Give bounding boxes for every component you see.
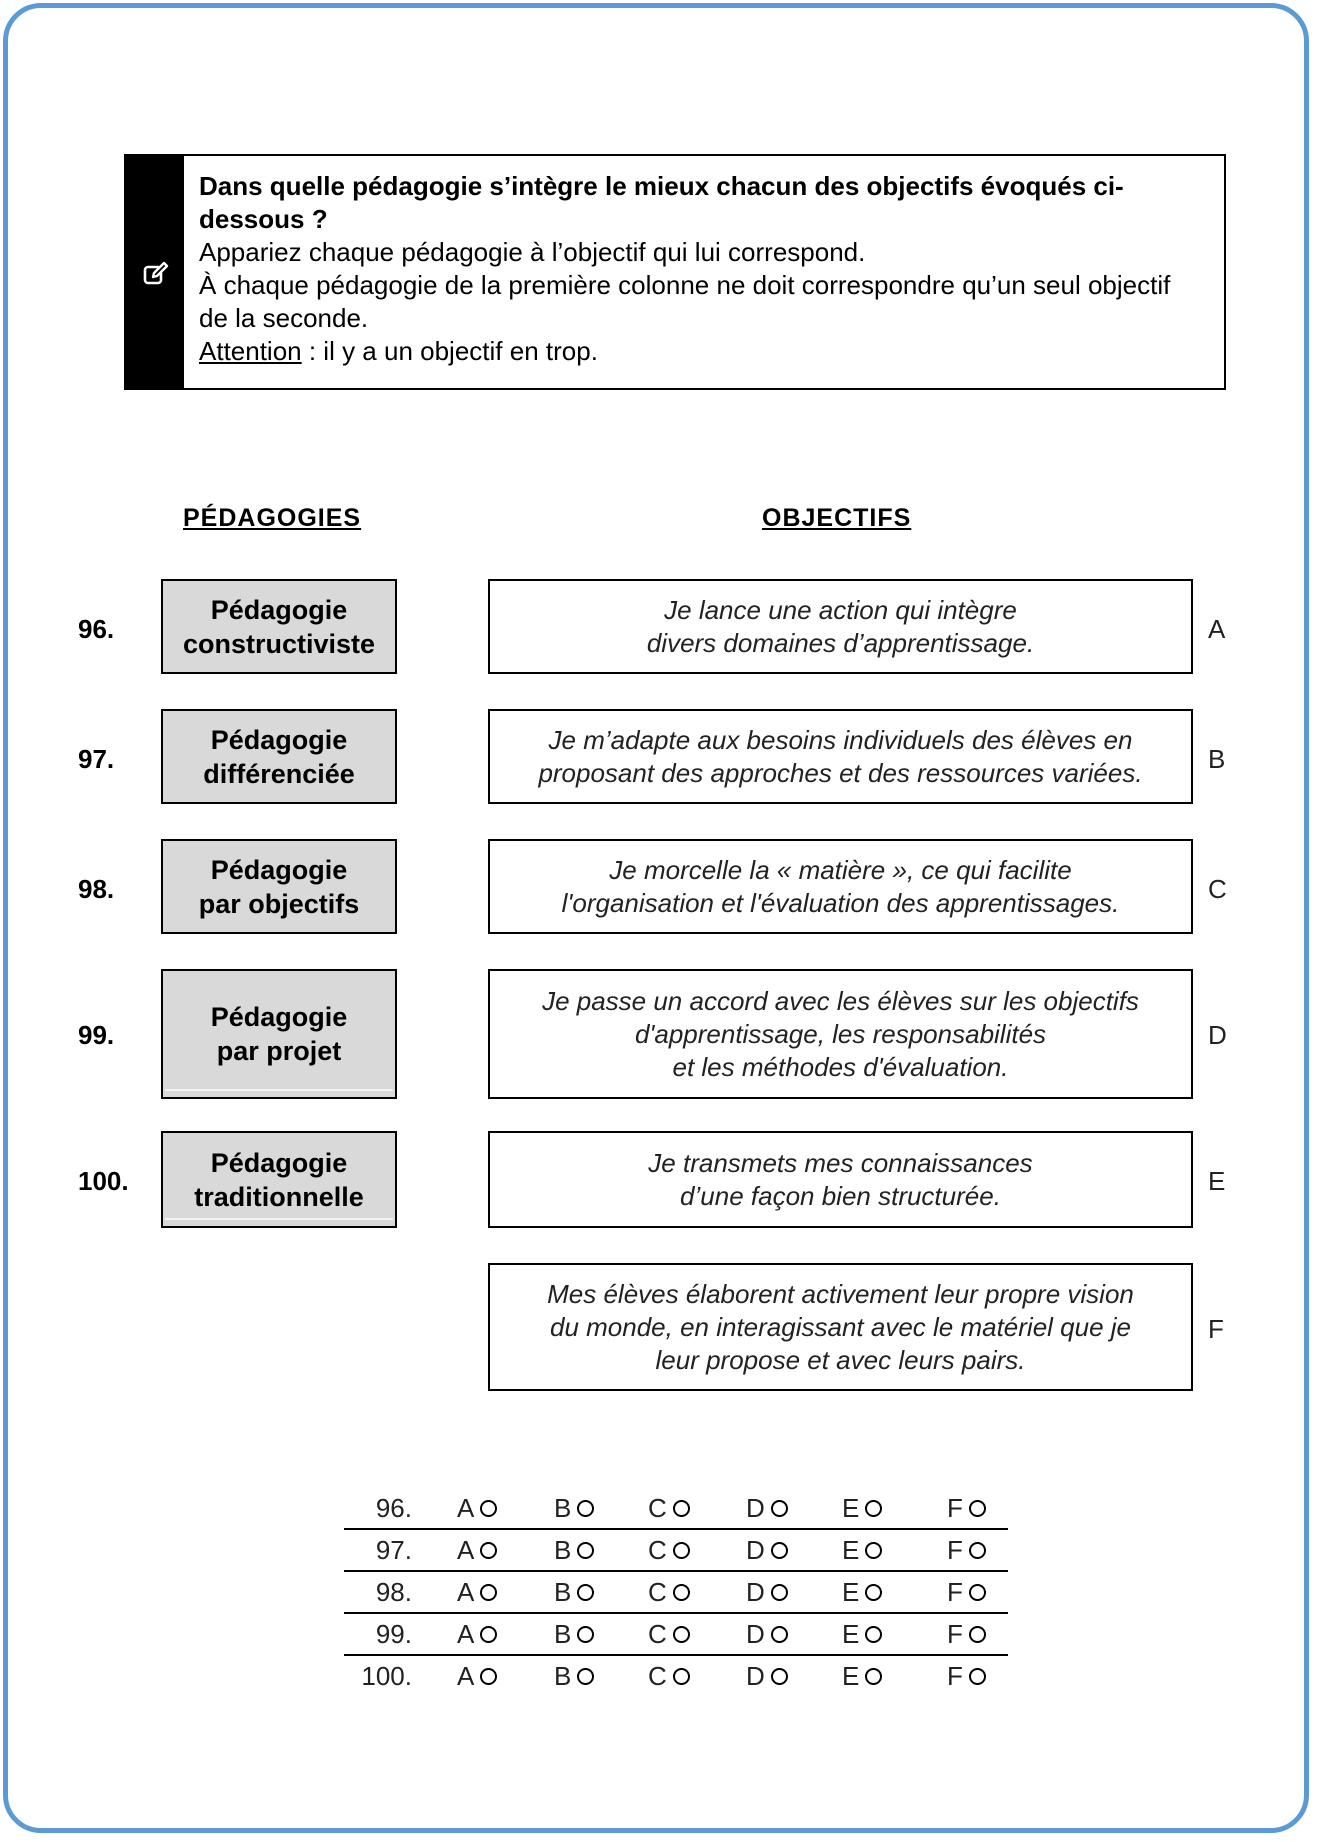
answer-option[interactable]	[648, 1619, 690, 1650]
radio-circle-icon[interactable]	[771, 1542, 788, 1559]
radio-circle-icon[interactable]	[865, 1668, 882, 1685]
answer-option-label: D	[746, 1661, 765, 1691]
radio-circle-icon[interactable]	[480, 1668, 497, 1685]
edit-icon	[142, 260, 170, 288]
pedagogy-label-line2: par projet	[216, 1036, 342, 1066]
answer-option-label: A	[457, 1661, 475, 1691]
answer-option[interactable]	[746, 1619, 788, 1650]
radio-circle-icon[interactable]	[673, 1668, 690, 1685]
objective-text-line: d'apprentissage, les responsabilités	[634, 1018, 1047, 1049]
objective-text-line: Je transmets mes connaissances	[648, 1147, 1033, 1178]
instruction-title: Dans quelle pédagogie s’intègre le mieux chacun des objectifs évoqués ci-dessous ?	[199, 171, 1124, 234]
objective-text-line: Je lance une action qui intègre	[664, 594, 1017, 625]
pedagogy-box	[161, 839, 397, 934]
radio-circle-icon[interactable]	[480, 1500, 497, 1517]
question-number: 98.	[78, 874, 115, 904]
objective-text-line: l'organisation et l'évaluation des apprentissages.	[561, 887, 1120, 918]
radio-circle-icon[interactable]	[673, 1542, 690, 1559]
objective-text-line: Je morcelle la « matière », ce qui facilite	[609, 854, 1072, 885]
answer-option-label: B	[554, 1661, 572, 1691]
answer-option-label: C	[648, 1577, 667, 1607]
answer-option[interactable]	[457, 1661, 497, 1692]
answer-option-label: E	[842, 1535, 860, 1565]
objective-letter: C	[1208, 874, 1227, 904]
objective-text-line: du monde, en interagissant avec le matériel que je	[549, 1311, 1131, 1342]
objective-text-line: divers domaines d’apprentissage.	[646, 627, 1035, 658]
objective-box	[488, 709, 1193, 804]
answer-option[interactable]	[842, 1661, 882, 1692]
answer-row-number: 98.	[375, 1577, 412, 1607]
radio-circle-icon[interactable]	[673, 1500, 690, 1517]
objective-text-line: d’une façon bien structurée.	[680, 1180, 1001, 1211]
pedagogy-box	[161, 709, 397, 804]
answer-option-label: B	[554, 1619, 572, 1649]
pedagogy-box	[161, 969, 397, 1099]
radio-circle-icon[interactable]	[865, 1542, 882, 1559]
answer-option-label: A	[457, 1535, 475, 1565]
answer-option-label: F	[947, 1577, 963, 1607]
answer-option[interactable]	[842, 1535, 882, 1566]
objective-box	[488, 579, 1193, 674]
answer-option[interactable]	[842, 1577, 882, 1608]
answer-option-label: B	[554, 1535, 572, 1565]
pedagogy-label-line1: Pédagogie	[210, 594, 348, 625]
answer-option-label: E	[842, 1619, 860, 1649]
objectifs-header: OBJECTIFS	[762, 504, 912, 532]
instruction-box	[124, 154, 1226, 390]
answer-option[interactable]	[457, 1577, 497, 1608]
objective-text-line: Mes élèves élaborent activement leur propre vision	[547, 1278, 1134, 1309]
attention-text: : il y a un objectif en trop.	[301, 336, 598, 366]
objective-letter: E	[1208, 1166, 1226, 1196]
answer-option[interactable]	[947, 1619, 986, 1650]
question-number: 97.	[78, 744, 115, 774]
question-number: 100.	[78, 1166, 129, 1196]
objective-text-line: leur propose et avec leurs pairs.	[655, 1344, 1026, 1375]
instruction-text	[199, 170, 1204, 368]
box-highlight	[165, 1218, 393, 1220]
question-number: 99.	[78, 1020, 115, 1050]
radio-circle-icon[interactable]	[480, 1542, 497, 1559]
answer-option[interactable]	[746, 1577, 788, 1608]
answer-option-label: F	[947, 1493, 963, 1523]
radio-circle-icon[interactable]	[969, 1500, 986, 1517]
radio-circle-icon[interactable]	[865, 1584, 882, 1601]
answer-option[interactable]	[554, 1619, 594, 1650]
answer-option-label: C	[648, 1661, 667, 1691]
question-number: 96.	[78, 614, 115, 644]
answer-option[interactable]	[648, 1577, 690, 1608]
answer-option[interactable]	[554, 1577, 594, 1608]
objective-letter: F	[1208, 1314, 1224, 1344]
answer-row	[344, 1572, 1008, 1614]
answer-option[interactable]	[648, 1493, 690, 1524]
answer-option[interactable]	[842, 1493, 882, 1524]
pedagogy-label-line2: constructiviste	[182, 628, 376, 659]
objective-text-line: Je passe un accord avec les élèves sur les objectifs	[542, 985, 1139, 1016]
objective-box	[488, 839, 1193, 934]
answer-option-label: D	[746, 1619, 765, 1649]
radio-circle-icon[interactable]	[480, 1626, 497, 1643]
answer-option[interactable]	[947, 1535, 986, 1566]
answer-option-label: F	[947, 1535, 963, 1565]
pedagogies-header: PÉDAGOGIES	[183, 504, 362, 532]
box-highlight	[165, 1089, 393, 1091]
radio-circle-icon[interactable]	[771, 1668, 788, 1685]
answer-row-number: 97.	[375, 1535, 412, 1565]
answer-row	[344, 1530, 1008, 1572]
radio-circle-icon[interactable]	[577, 1500, 594, 1517]
instruction-line-1: Appariez chaque pédagogie à l’objectif qui lui correspond.	[199, 237, 866, 267]
instruction-attention	[199, 335, 1204, 368]
radio-circle-icon[interactable]	[577, 1626, 594, 1643]
pedagogy-box	[161, 579, 397, 674]
radio-circle-icon[interactable]	[480, 1584, 497, 1601]
answer-row-number: 99.	[375, 1619, 412, 1649]
instruction-sidebar	[126, 156, 184, 388]
objective-box	[488, 1263, 1193, 1391]
answer-option[interactable]	[746, 1493, 788, 1524]
answer-option[interactable]	[947, 1661, 986, 1692]
answer-option-label: A	[457, 1577, 475, 1607]
answer-option-label: C	[648, 1619, 667, 1649]
instruction-line-2: À chaque pédagogie de la première colonne ne doit correspondre qu’un seul objectif de la seconde.	[199, 270, 1171, 333]
objective-letter: D	[1208, 1020, 1227, 1050]
radio-circle-icon[interactable]	[577, 1584, 594, 1601]
objective-letter: A	[1208, 614, 1226, 644]
pedagogy-label-line1: Pédagogie	[210, 1147, 348, 1178]
answer-row	[344, 1614, 1008, 1656]
radio-circle-icon[interactable]	[969, 1626, 986, 1643]
answer-option[interactable]	[554, 1535, 594, 1566]
answer-row	[344, 1656, 1008, 1696]
answer-option[interactable]	[746, 1661, 788, 1692]
pedagogy-label-line1: Pédagogie	[210, 854, 348, 885]
answer-option[interactable]	[842, 1619, 882, 1650]
answer-option[interactable]	[457, 1493, 497, 1524]
answer-row-number: 96.	[375, 1493, 412, 1523]
pedagogy-label-line2: différenciée	[203, 758, 355, 789]
radio-circle-icon[interactable]	[577, 1668, 594, 1685]
answer-option[interactable]	[457, 1619, 497, 1650]
answer-option[interactable]	[554, 1493, 594, 1524]
answer-option-label: C	[648, 1535, 667, 1565]
pedagogy-label-line2: traditionnelle	[194, 1181, 364, 1212]
radio-circle-icon[interactable]	[865, 1626, 882, 1643]
answer-option-label: B	[554, 1577, 572, 1607]
answer-option[interactable]	[554, 1661, 594, 1692]
answer-option-label: D	[746, 1577, 765, 1607]
answer-row-number: 100.	[361, 1661, 412, 1691]
answer-option[interactable]	[746, 1535, 788, 1566]
answer-row	[344, 1488, 1008, 1530]
radio-circle-icon[interactable]	[673, 1626, 690, 1643]
objective-text-line: Je m’adapte aux besoins individuels des élèves en	[548, 724, 1133, 755]
radio-circle-icon[interactable]	[969, 1668, 986, 1685]
pedagogy-label-line2: par objectifs	[198, 888, 360, 919]
objective-text-line: proposant des approches et des ressources variées.	[538, 757, 1143, 788]
radio-circle-icon[interactable]	[771, 1584, 788, 1601]
pedagogy-label-line1: Pédagogie	[210, 1002, 348, 1032]
radio-circle-icon[interactable]	[577, 1542, 594, 1559]
radio-circle-icon[interactable]	[865, 1500, 882, 1517]
answer-grid	[344, 1488, 1008, 1696]
answer-option[interactable]	[947, 1577, 986, 1608]
objective-text-line: et les méthodes d'évaluation.	[672, 1051, 1009, 1082]
pedagogy-label-line1: Pédagogie	[210, 724, 348, 755]
radio-circle-icon[interactable]	[969, 1542, 986, 1559]
radio-circle-icon[interactable]	[771, 1626, 788, 1643]
answer-option[interactable]	[648, 1661, 690, 1692]
answer-option-label: E	[842, 1661, 860, 1691]
objective-box	[488, 1131, 1193, 1228]
radio-circle-icon[interactable]	[673, 1584, 690, 1601]
answer-option-label: E	[842, 1493, 860, 1523]
objective-box	[488, 969, 1193, 1099]
answer-option-label: F	[947, 1661, 963, 1691]
answer-option[interactable]	[457, 1535, 497, 1566]
answer-option-label: D	[746, 1493, 765, 1523]
answer-option-label: A	[457, 1619, 475, 1649]
answer-option-label: F	[947, 1619, 963, 1649]
answer-option-label: C	[648, 1493, 667, 1523]
answer-option[interactable]	[947, 1493, 986, 1524]
radio-circle-icon[interactable]	[771, 1500, 788, 1517]
objective-letter: B	[1208, 744, 1226, 774]
answer-option[interactable]	[648, 1535, 690, 1566]
answer-option-label: A	[457, 1493, 475, 1523]
pedagogy-box	[161, 1131, 397, 1228]
answer-option-label: E	[842, 1577, 860, 1607]
radio-circle-icon[interactable]	[969, 1584, 986, 1601]
attention-label: Attention	[199, 336, 302, 366]
answer-option-label: B	[554, 1493, 572, 1523]
answer-option-label: D	[746, 1535, 765, 1565]
